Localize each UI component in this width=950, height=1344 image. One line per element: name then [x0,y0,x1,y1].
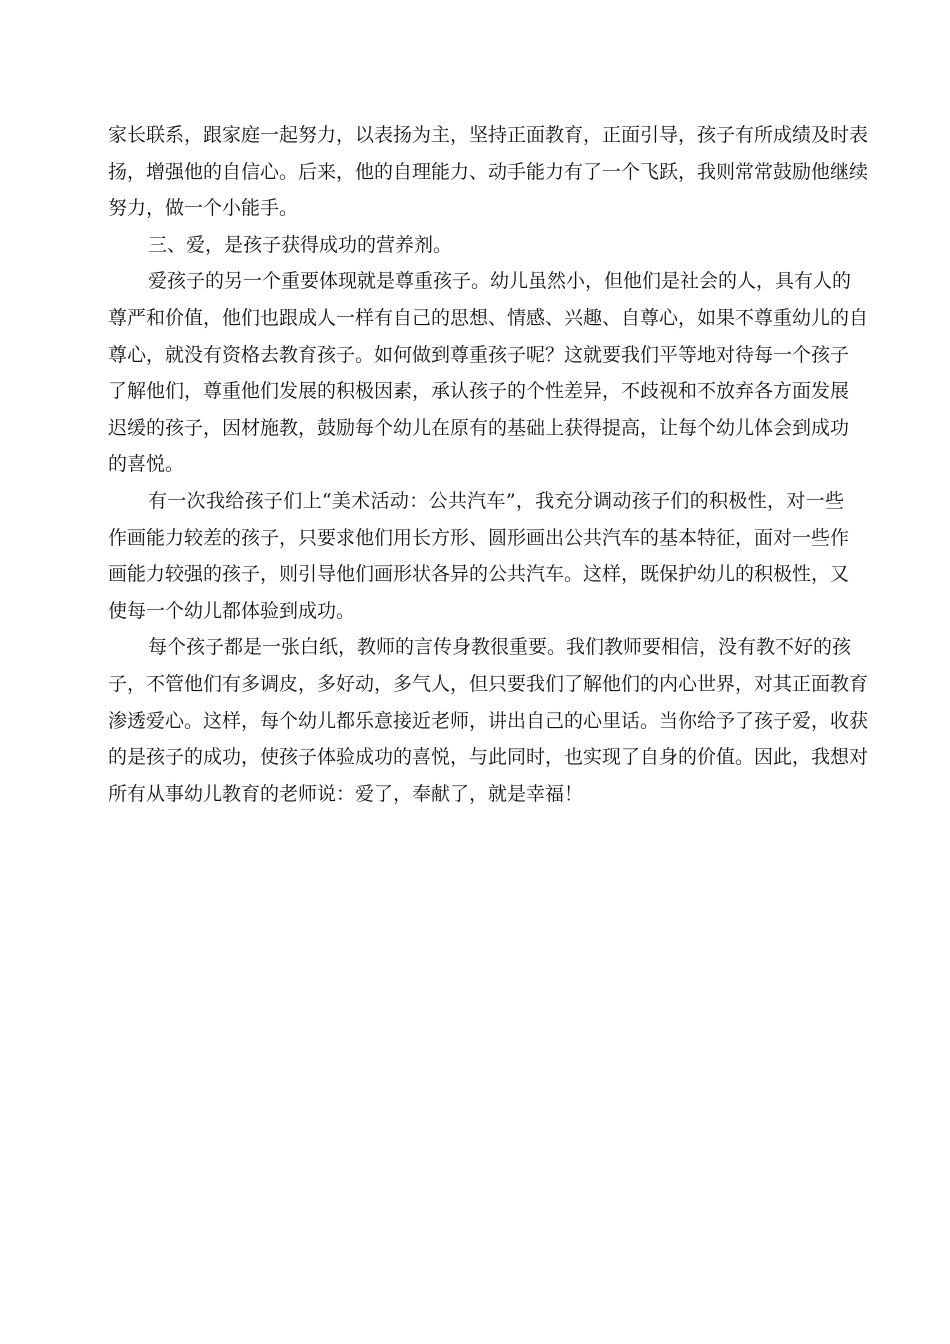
text-line: 每个孩子都是一张白纸，教师的言传身教很重要。我们教师要相信，没有教不好的孩 [148,636,852,659]
text-line: 扬，增强他的自信心。后来，他的自理能力、动手能力有了一个飞跃，我则常常鼓励他继续 [108,160,869,183]
text-line: 尊严和价值，他们也跟成人一样有自己的思想、情感、兴趣、自尊心，如果不尊重幼儿的自 [108,306,869,329]
text-line: 的是孩子的成功，使孩子体验成功的喜悦，与此同时，也实现了自身的价值。因此，我想对 [108,746,869,769]
text-line: 有一次我给孩子们上“美术活动：公共汽车”，我充分调动孩子们的积极性，对一些 [148,489,844,512]
text-line: 渗透爱心。这样，每个幼儿都乐意接近老师，讲出自己的心里话。当你给予了孩子爱，收获 [108,709,869,732]
text-line: 作画能力较差的孩子，只要求他们用长方形、圆形画出公共汽车的基本特征，面对一些作 [108,526,850,549]
text-line: 的喜悦。 [108,453,185,476]
text-line: 家长联系，跟家庭一起努力，以表扬为主，坚持正面教育，正面引导，孩子有所成绩及时表 [108,124,869,146]
section-heading: 三、爱，是孩子获得成功的营养剂。 [148,233,453,256]
text-line: 了解他们，尊重他们发展的积极因素，承认孩子的个性差异，不歧视和不放弃各方面发展 [108,380,850,403]
text-line: 子，不管他们有多调皮，多好动，多气人，但只要我们了解他们的内心世界，对其正面教育 [108,672,869,695]
document-body [108,117,869,812]
text-line: 尊心，就没有资格去教育孩子。如何做到尊重孩子呢？这就要我们平等地对待每一个孩子 [108,343,850,366]
text-line: 画能力较强的孩子，则引导他们画形状各异的公共汽车。这样，既保护幼儿的积极性，又 [108,563,850,586]
text-line: 所有从事幼儿教育的老师说：爱了，奉献了，就是幸福！ [108,782,584,805]
text-line: 爱孩子的另一个重要体现就是尊重孩子。幼儿虽然小，但他们是社会的人，具有人的 [148,270,852,293]
text-line: 努力，做一个小能手。 [108,197,299,220]
text-line: 迟缓的孩子，因材施教，鼓励每个幼儿在原有的基础上获得提高，让每个幼儿体会到成功 [108,416,850,439]
text-line: 使每一个幼儿都体验到成功。 [108,599,356,622]
